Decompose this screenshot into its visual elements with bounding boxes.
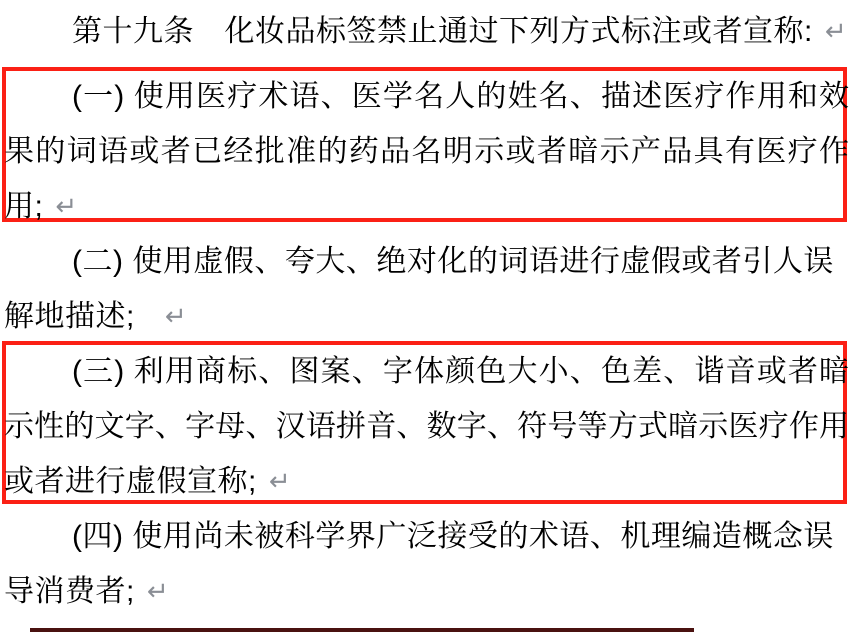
text-line (4, 344, 849, 399)
line-text: 第十九条 化妆品标签禁止通过下列方式标注或者宣称: (72, 15, 813, 48)
text-line (4, 234, 849, 289)
line-text: (三) 利用商标、图案、字体颜色大小、色差、谐音或者暗 (72, 355, 849, 388)
line-text: (四) 使用尚未被科学界广泛接受的术语、机理编造概念误 (72, 520, 834, 553)
paragraph-clause-4 (4, 509, 849, 619)
text-line (4, 454, 849, 509)
text-line (4, 179, 849, 234)
line-text: 或者进行虚假宣称; (4, 465, 257, 498)
text-line (4, 289, 849, 344)
paragraph-mark-icon: ↵ (824, 16, 847, 46)
text-line (4, 564, 849, 619)
paragraph-clause-3 (4, 344, 849, 509)
text-line (4, 399, 849, 454)
line-text: 示性的文字、字母、汉语拼音、数字、符号等方式暗示医疗作用 (4, 410, 849, 443)
line-text: 导消费者; (4, 575, 135, 608)
partial-bottom-annotation-line (30, 628, 694, 632)
paragraph-mark-icon: ↵ (164, 301, 187, 331)
text-line (4, 69, 849, 124)
paragraph-mark-icon: ↵ (55, 191, 78, 221)
line-text: (一) 使用医疗术语、医学名人的姓名、描述医疗作用和效 (72, 80, 849, 113)
line-text: 解地描述; (4, 300, 135, 333)
paragraph-clause-2 (4, 234, 849, 344)
paragraph-clause-1 (4, 69, 849, 234)
text-line (4, 124, 849, 179)
line-text: 果的词语或者已经批准的药品名明示或者暗示产品具有医疗作 (4, 135, 849, 168)
text-line (4, 4, 849, 59)
text-line (4, 509, 849, 564)
paragraph-mark-icon: ↵ (268, 466, 291, 496)
line-text: 用; (4, 190, 44, 223)
paragraph-mark-icon: ↵ (146, 576, 169, 606)
line-text: (二) 使用虚假、夸大、绝对化的词语进行虚假或者引人误 (72, 245, 834, 278)
paragraph-article-19-intro (4, 4, 849, 59)
